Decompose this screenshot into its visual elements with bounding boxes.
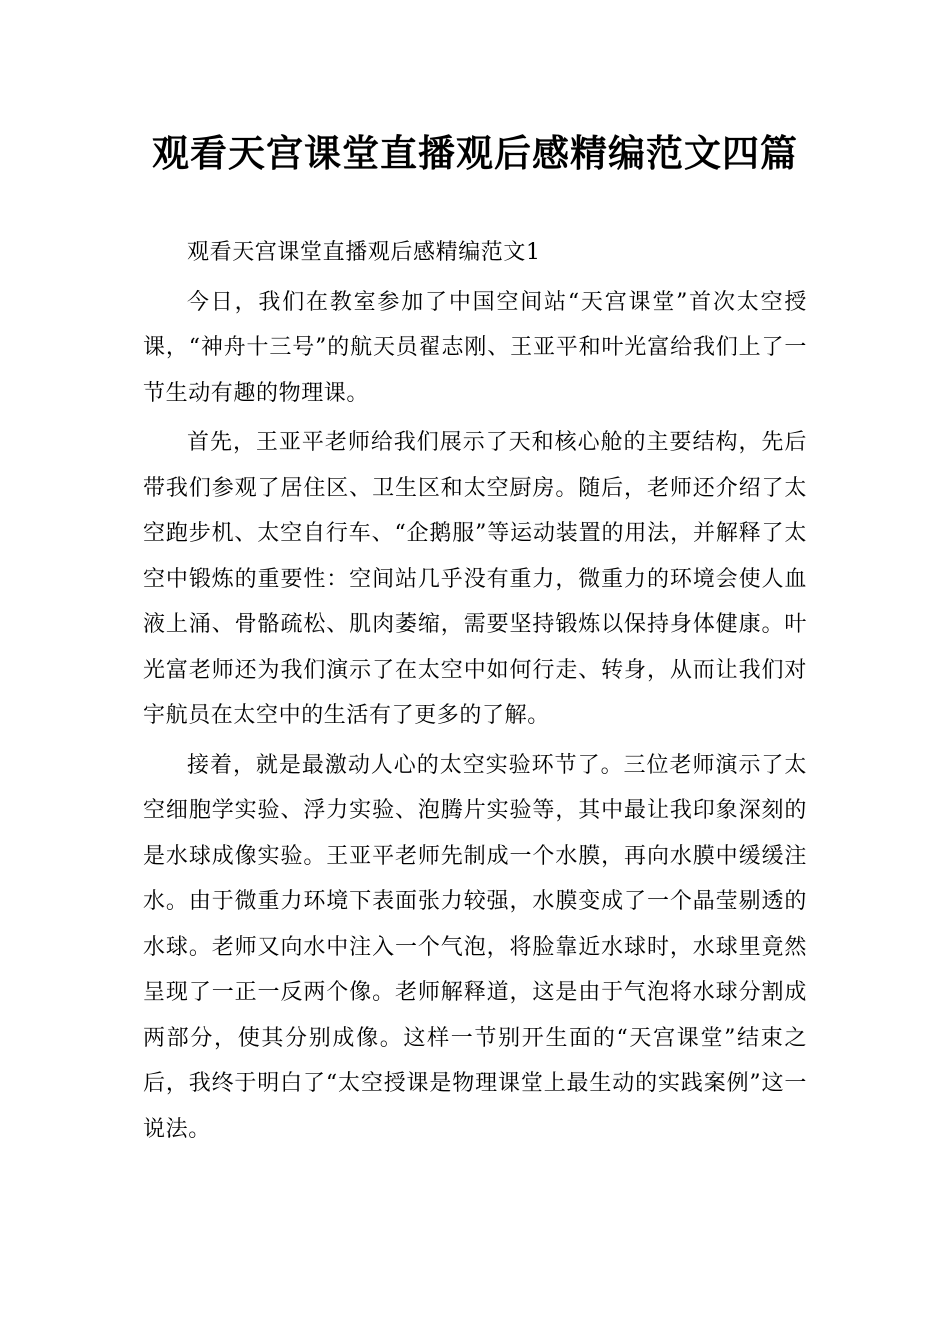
paragraph-3: 接着，就是最激动人心的太空实验环节了。三位老师演示了太空细胞学实验、浮力实验、泡腾片实验等，其中最让我印象深刻的是水球成像实验。王亚平老师先制成一个水膜，再向水膜中缓缓注水。由于微重力环境下表面张力较强，水膜变成了一个晶莹剔透的水球。老师又向水中注入一个气泡，将脸靠近水球时，水球里竟然呈现了一正一反两个像。老师解释道，这是由于气泡将水球分割成两部分，使其分别成像。这样一节别开生面的“天宫课堂”结束之后，我终于明白了“太空授课是物理课堂上最生动的实践案例”这一说法。 [143,752,807,1142]
paragraph-1: 今日，我们在教室参加了中国空间站“天宫课堂”首次太空授课，“神舟十三号”的航天员翟志刚、王亚平和叶光富给我们上了一节生动有趣的物理课。 [143,289,807,406]
paragraph-2: 首先，王亚平老师给我们展示了天和核心舱的主要结构，先后带我们参观了居住区、卫生区和太空厨房。随后，老师还介绍了太空跑步机、太空自行车、“企鹅服”等运动装置的用法，并解释了太空中锻炼的重要性：空间站几乎没有重力，微重力的环境会使人血液上涌、骨骼疏松、肌肉萎缩，需要坚持锻炼以保持身体健康。叶光富老师还为我们演示了在太空中如何行走、转身，从而让我们对宇航员在太空中的生活有了更多的了解。 [143,430,807,728]
section-heading: 观看天宫课堂直播观后感精编范文1 [187,240,541,265]
document-title: 观看天宫课堂直播观后感精编范文四篇 [152,132,798,175]
document-body [143,230,807,1156]
